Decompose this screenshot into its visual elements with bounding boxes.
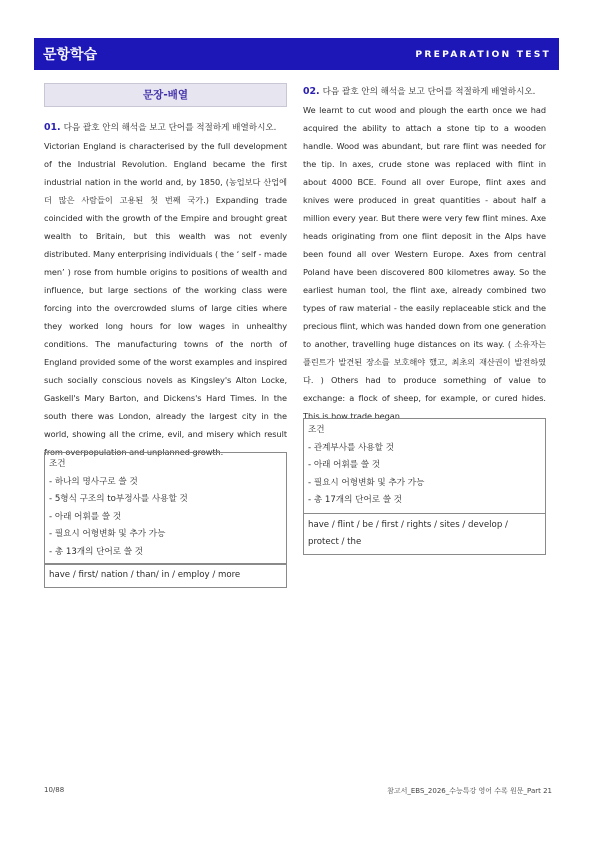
left-column — [44, 83, 287, 461]
condition-title: 조건 — [308, 425, 325, 435]
condition-item: - 5형식 구조의 to부정사를 사용할 것 — [49, 494, 188, 504]
condition-item: - 필요시 어형변화 및 추가 가능 — [49, 529, 166, 539]
page-number: 10/88 — [44, 786, 65, 794]
question-1-conditions — [44, 452, 287, 565]
question-1-passage: Victorian England is characterised by the full development of the Industrial Revolution. England became the first industrial nation in the world and, by 1850, (농업보다 산업에 더 많은 사람들이 고용된 첫 번째 국가.) Expanding trade coincided with the growth of the Empire and brought great wealth to Britain, but this wealth was not evenly distributed. Many enterprising individuals ( the ‘ self - made men’ ) rose from humble origins to positions of wealth and influence, but large sections of the working class were forcing into the overcrowded slums of large cities where they worked long hours for low wages in unhealthy conditions. The manufacturing towns of the north of England provided some of the worst examples and inspired such socially conscious novels as Kingsley's Alton Locke, Gaskell's Mary Barton, and Dickens's Hard Times. In the south there was London, already the largest city in the world, showing all the crime, evil, and misery which result from overpopulation and unplanned growth. — [44, 141, 287, 457]
header-bar — [34, 38, 559, 70]
question-1-heading — [44, 119, 287, 137]
condition-item: - 필요시 어형변화 및 추가 가능 — [308, 477, 425, 488]
question-2-number: 02. — [303, 86, 320, 97]
header-subtitle: PREPARATION TEST — [415, 48, 551, 60]
brand-title: 문항학습 — [43, 47, 98, 63]
condition-item: - 아래 어휘를 쓸 것 — [49, 511, 122, 522]
condition-item: - 아래 어휘를 쓸 것 — [308, 460, 381, 470]
question-1-instruction: 다음 괄호 안의 해석을 보고 단어를 적절하게 배열하시오. — [63, 123, 277, 133]
condition-item: - 총 13개의 단어로 쓸 것 — [49, 546, 144, 557]
question-2-heading — [303, 83, 546, 101]
question-2-word-bank: have / flint / be / first / rights / sites / develop / protect / the — [303, 513, 546, 555]
condition-title: 조건 — [49, 459, 66, 469]
source-note: 참고서_EBS_2026_수능특강 영어 수록 원문_Part 21 — [387, 787, 552, 795]
question-1-number: 01. — [44, 122, 61, 133]
condition-item: - 하나의 명사구로 쓸 것 — [49, 476, 138, 487]
condition-item: - 총 17개의 단어로 쓸 것 — [308, 495, 403, 505]
right-column — [303, 83, 546, 425]
question-1-word-bank: have / first/ nation / than/ in / employ / more — [44, 563, 287, 588]
question-2-passage: We learnt to cut wood and plough the earth once we had acquired the ability to attach a stone tip to a wooden handle. Wood was abundant, but rare flint was needed for the tip. In axes, crude stone was replaced with flint in about 4000 BCE. Found all over Europe, flint axes and knives were produced in great quantities - about half a million every year. But there were very few flint mines. Axe heads originating from one flint deposit in the Alps have been found all over Western Europe. Axes from central Poland have been discovered 800 kilometres away. So the earliest human tool, the flint axe, already combined two types of raw material - the easily replaceable stick and the precious flint, which was handed down from one generation to another, travelling huge distances on its way. ( 소유자는 플린트가 발견된 장소를 보호해야 했고, 최초의 재산권이 발전하였다. ) Others had to produce something of value to exchange: a flock of sheep, for example, or cured hides. This is how trade began. — [303, 105, 546, 421]
question-2-conditions — [303, 418, 546, 514]
condition-item: - 관계부사를 사용할 것 — [308, 442, 395, 453]
question-2-instruction: 다음 괄호 안의 해석을 보고 단어를 적절하게 배열하시오. — [322, 87, 536, 97]
section-title: 문장-배열 — [44, 83, 287, 107]
